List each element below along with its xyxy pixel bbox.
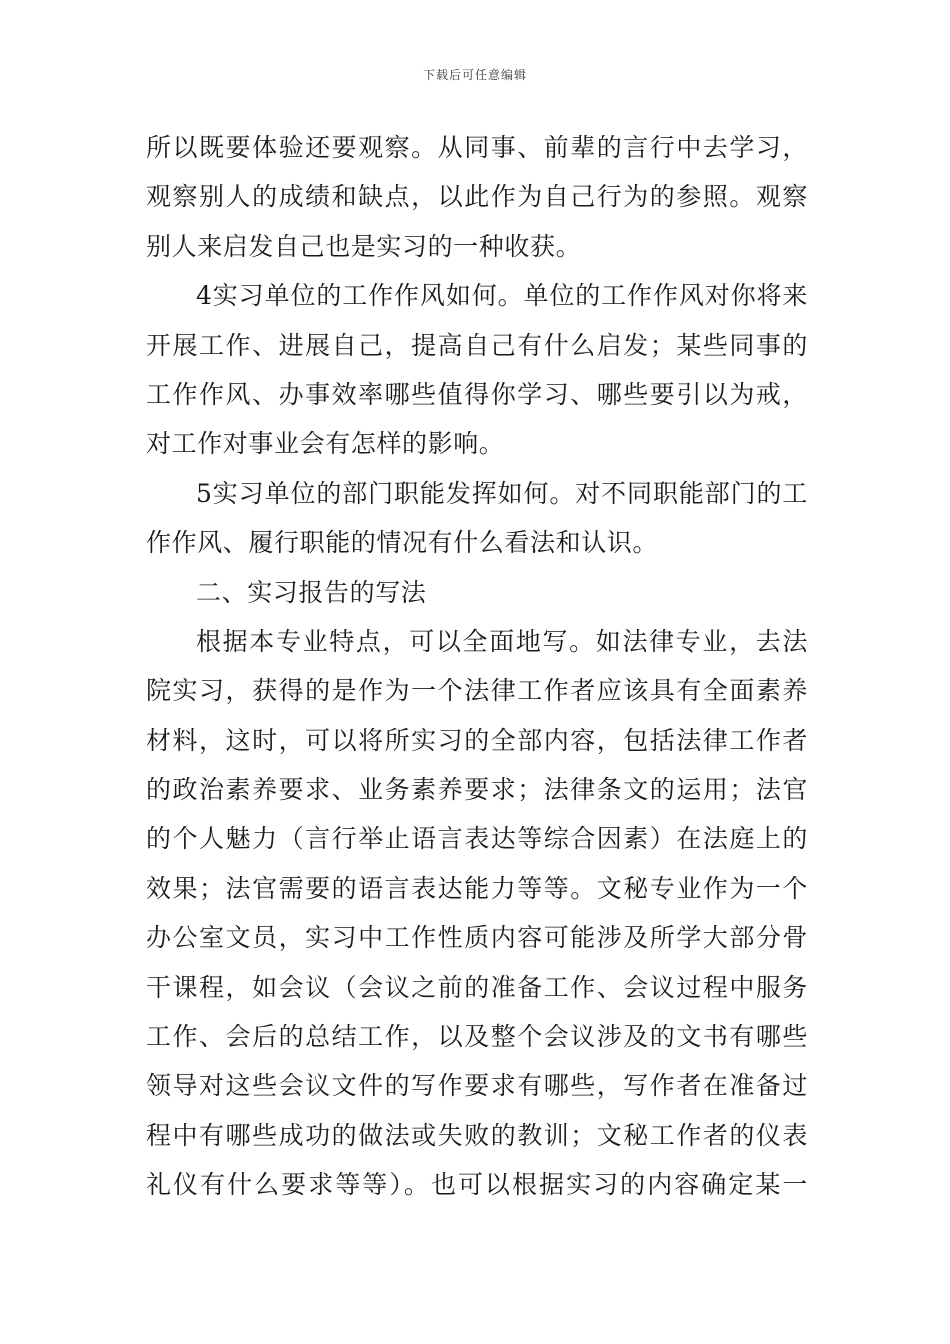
text-line-6: 工作作风、办事效率哪些值得你学习、哪些要引以为戒， — [146, 379, 808, 409]
text-line-21: 程中有哪些成功的做法或失败的教训；文秘工作者的仪表 — [146, 1120, 808, 1150]
text-line-22: 礼仪有什么要求等等）。也可以根据实习的内容确定某一 — [146, 1170, 808, 1200]
text-line-3: 别人来启发自己也是实习的一种收获。 — [146, 231, 582, 261]
text-line-2: 观察别人的成绩和缺点，以此作为自己行为的参照。观察 — [146, 182, 808, 212]
section-heading: 二、实习报告的写法 — [196, 577, 427, 607]
text-line-8: 5实习单位的部门职能发挥如何。对不同职能部门的工 — [196, 478, 808, 508]
text-line-16: 效果；法官需要的语言表达能力等等。文秘专业作为一个 — [146, 873, 808, 903]
text-line-12: 院实习，获得的是作为一个法律工作者应该具有全面素养 — [146, 676, 808, 706]
text-line-20: 领导对这些会议文件的写作要求有哪些，写作者在准备过 — [146, 1071, 808, 1101]
text-line-5: 开展工作、进展自己，提高自己有什么启发；某些同事的 — [146, 330, 808, 360]
text-line-9: 作作风、履行职能的情况有什么看法和认识。 — [146, 528, 659, 558]
text-line-11: 根据本专业特点，可以全面地写。如法律专业，去法 — [196, 626, 808, 656]
text-line-17: 办公室文员，实习中工作性质内容可能涉及所学大部分骨 — [146, 923, 808, 953]
text-line-14: 的政治素养要求、业务素养要求；法律条文的运用；法官 — [146, 775, 808, 805]
page-header-note: 下载后可任意编辑 — [422, 68, 527, 82]
text-line-4: 4实习单位的工作作风如何。单位的工作作风对你将来 — [196, 281, 808, 311]
text-line-19: 工作、会后的总结工作，以及整个会议涉及的文书有哪些 — [146, 1022, 808, 1052]
document-body — [146, 123, 808, 1210]
text-line-13: 材料，这时，可以将所实习的全部内容，包括法律工作者 — [146, 725, 808, 755]
text-line-1: 所以既要体验还要观察。从同事、前辈的言行中去学习， — [146, 133, 808, 162]
text-line-15: 的个人魅力（言行举止语言表达等综合因素）在法庭上的 — [146, 824, 808, 854]
text-line-18: 干课程，如会议（会议之前的准备工作、会议过程中服务 — [146, 972, 808, 1002]
text-line-7: 对工作对事业会有怎样的影响。 — [146, 429, 505, 459]
